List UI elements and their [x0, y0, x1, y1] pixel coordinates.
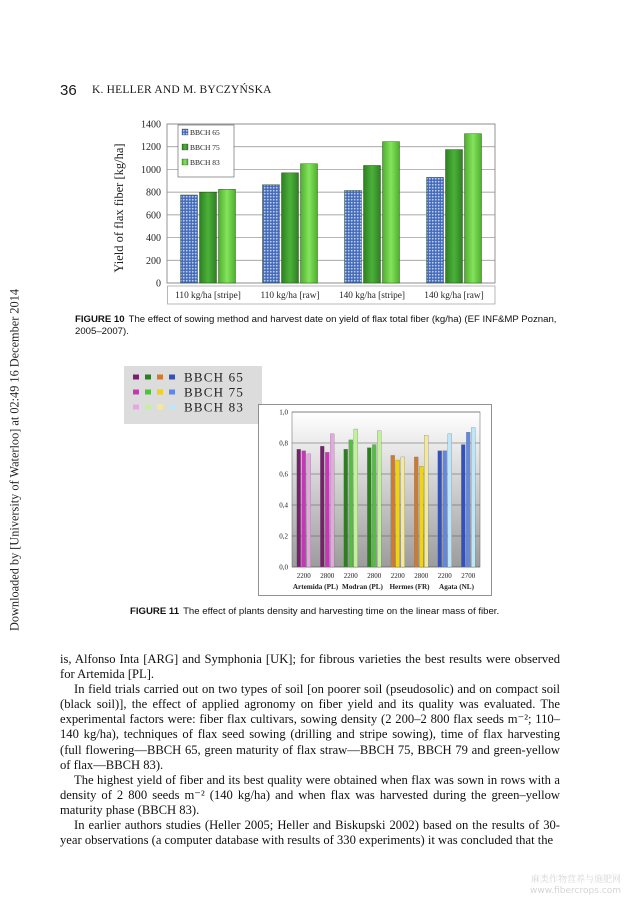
fig11-y-tick-label: 0,8 — [279, 439, 288, 448]
body-text — [60, 652, 560, 848]
figure-11-legend — [124, 366, 262, 424]
fig11-x-tick-label: 2800 — [414, 572, 429, 580]
fig11-legend-label: BBCH 75 — [184, 384, 245, 400]
fig11-bar — [377, 431, 381, 567]
fig10-bar — [301, 164, 318, 283]
fig10-bar — [282, 173, 299, 283]
fig11-legend-swatch — [169, 405, 175, 410]
figure-10-chart — [105, 112, 505, 310]
fig11-legend-swatch — [157, 390, 163, 395]
page-number: 36 — [60, 82, 77, 99]
fig11-legend-swatch — [169, 375, 175, 380]
fig10-legend-swatch — [182, 129, 188, 135]
fig11-legend-swatch — [133, 405, 139, 410]
fig10-y-axis-label: Yield of flax fiber [kg/ha] — [112, 143, 126, 273]
fig11-bar — [396, 460, 400, 567]
fig10-y-tick-label: 1000 — [141, 164, 161, 176]
fig11-x-tick-label: 2200 — [343, 572, 358, 580]
running-head: K. HELLER AND M. BYCZYŃSKA — [92, 84, 272, 96]
paragraph-2: In field trials carried out on two types of soil [on poorer soil (pseudosolic) and on compact soil (black soil)], the effect of applied agronomy on fiber yield and its quality was evaluated. The experimental factors were: fiber flax cultivars, sowing density (2 200–2 800 flax seeds m⁻²; 110–140 kg/ha), techniques of flax seed sowing (drilling and stripe sowing), time of flax harvesting (full flowering—BBCH 65, green maturity of flax straw—BBCH 75, BBCH 79 and green-yellow of flax—BBCH 83). — [60, 682, 560, 772]
fig11-bar — [297, 449, 301, 567]
fig10-x-tick-label: 110 kg/ha [raw] — [260, 291, 320, 301]
fig11-bar — [330, 434, 334, 567]
fig11-group-label: Agata (NL) — [439, 583, 474, 591]
fig11-bar — [391, 455, 395, 567]
paragraph-3: The highest yield of fiber and its best quality were obtained when flax was sown in rows with a density of 2 800 seeds m⁻² (140 kg/ha) and when flax was harvested during the green–yellow maturity phase (BBCH 83). — [60, 772, 560, 817]
fig11-x-tick-label: 2200 — [437, 572, 452, 580]
fig11-y-tick-label: 0,0 — [279, 563, 288, 572]
fig11-bar — [419, 466, 423, 567]
watermark-line-2: www.fibercrops.com — [530, 886, 621, 896]
fig11-bar — [414, 457, 418, 567]
fig10-x-tick-label: 140 kg/ha [stripe] — [338, 291, 406, 301]
fig10-x-tick-label: 110 kg/ha [stripe] — [175, 291, 241, 301]
fig10-bar — [427, 177, 444, 283]
fig10-legend-label: BBCH 65 — [190, 127, 220, 137]
fig11-y-tick-label: 1,0 — [279, 408, 288, 417]
fig11-group-label: Artemida (PL) — [292, 583, 339, 591]
fig10-y-tick-label: 600 — [146, 210, 161, 222]
fig10-y-tick-label: 800 — [146, 187, 161, 199]
figure-11-caption — [130, 606, 570, 618]
fig10-y-tick-label: 0 — [156, 278, 161, 290]
fig11-legend-swatch — [169, 390, 175, 395]
fig11-bar — [372, 445, 376, 567]
fig10-legend-label: BBCH 83 — [190, 157, 220, 167]
fig10-bar — [446, 150, 463, 283]
fig11-bar — [320, 446, 324, 567]
fig10-legend-swatch — [182, 159, 188, 165]
fig11-x-tick-label: 2200 — [390, 572, 405, 580]
fig11-bar — [424, 435, 428, 567]
fig11-bar — [344, 449, 348, 567]
paragraph-4: In earlier authors studies (Heller 2005; Heller and Biskupski 2002) based on the results of 30-year observations (a computer database with results of 330 experiments) it was concluded that the — [60, 818, 560, 848]
fig11-bar — [349, 440, 353, 567]
fig11-x-tick-label: 2200 — [296, 572, 311, 580]
figure-10-caption — [75, 314, 565, 338]
fig10-bar — [465, 134, 482, 283]
fig11-y-tick-label: 0,6 — [279, 470, 288, 479]
figure-11-caption-text: The effect of plants density and harvesting time on the linear mass of fiber. — [183, 606, 500, 617]
fig10-x-tick-label: 140 kg/ha [raw] — [424, 291, 484, 301]
fig10-y-tick-label: 200 — [146, 255, 161, 267]
fig11-legend-swatch — [157, 405, 163, 410]
fig10-legend-swatch — [182, 144, 188, 150]
fig11-y-tick-label: 0,2 — [279, 532, 288, 541]
figure-10-caption-text: The effect of sowing method and harvest date on yield of flax total fiber (kg/ha) (EF INF&MP Poznan, 2005–2007). — [75, 314, 557, 337]
fig11-bar — [325, 452, 329, 567]
fig11-y-tick-label: 0,4 — [279, 501, 288, 510]
fig11-group-label: Hermes (FR) — [389, 583, 430, 591]
fig11-legend-label: BBCH 65 — [184, 369, 245, 385]
fig11-x-tick-label: 2800 — [320, 572, 335, 580]
fig10-legend-label: BBCH 75 — [190, 142, 220, 152]
fig10-bar — [345, 190, 362, 283]
fig11-bar — [302, 451, 306, 567]
fig10-bar — [383, 142, 400, 283]
fig11-legend-swatch — [145, 375, 151, 380]
figure-10-label: FIGURE 10 — [75, 314, 125, 325]
fig11-bar — [448, 434, 452, 567]
watermark — [530, 875, 621, 897]
fig11-bar — [461, 445, 465, 567]
fig11-bar — [307, 454, 311, 567]
fig10-y-tick-label: 1400 — [141, 119, 161, 131]
figure-11-label: FIGURE 11 — [130, 606, 180, 617]
fig10-y-tick-label: 400 — [146, 233, 161, 245]
fig11-legend-swatch — [157, 375, 163, 380]
fig11-legend-label: BBCH 83 — [184, 399, 245, 415]
fig11-bar — [443, 451, 447, 567]
fig11-legend-swatch — [133, 375, 139, 380]
fig10-bar — [181, 195, 198, 283]
fig11-bar — [438, 451, 442, 567]
fig10-bar — [200, 192, 217, 283]
paragraph-1: is, Alfonso Inta [ARG] and Symphonia [UK]; for fibrous varieties the best results were observed for Artemida [PL]. — [60, 652, 560, 682]
fig11-bar — [354, 429, 358, 567]
fig11-x-tick-label: 2700 — [461, 572, 476, 580]
figure-11-chart — [258, 404, 492, 596]
fig10-bar — [263, 185, 280, 283]
fig11-legend-swatch — [133, 390, 139, 395]
fig11-bar — [401, 457, 405, 567]
fig10-legend — [178, 125, 234, 177]
fig11-bar — [471, 428, 475, 568]
download-stamp: Downloaded by [University of Waterloo] at 02:49 16 December 2014 — [7, 289, 22, 631]
fig11-bar — [466, 432, 470, 567]
fig11-x-tick-label: 2800 — [367, 572, 382, 580]
fig10-y-tick-label: 1200 — [141, 142, 161, 154]
fig11-legend-swatch — [145, 405, 151, 410]
fig10-bar — [219, 189, 236, 283]
fig11-bar — [367, 448, 371, 567]
fig10-bar — [364, 165, 381, 283]
fig11-group-label: Modran (PL) — [342, 583, 383, 591]
fig11-legend-swatch — [145, 390, 151, 395]
watermark-line-1: 麻类作物营养与施肥网 — [530, 875, 621, 885]
